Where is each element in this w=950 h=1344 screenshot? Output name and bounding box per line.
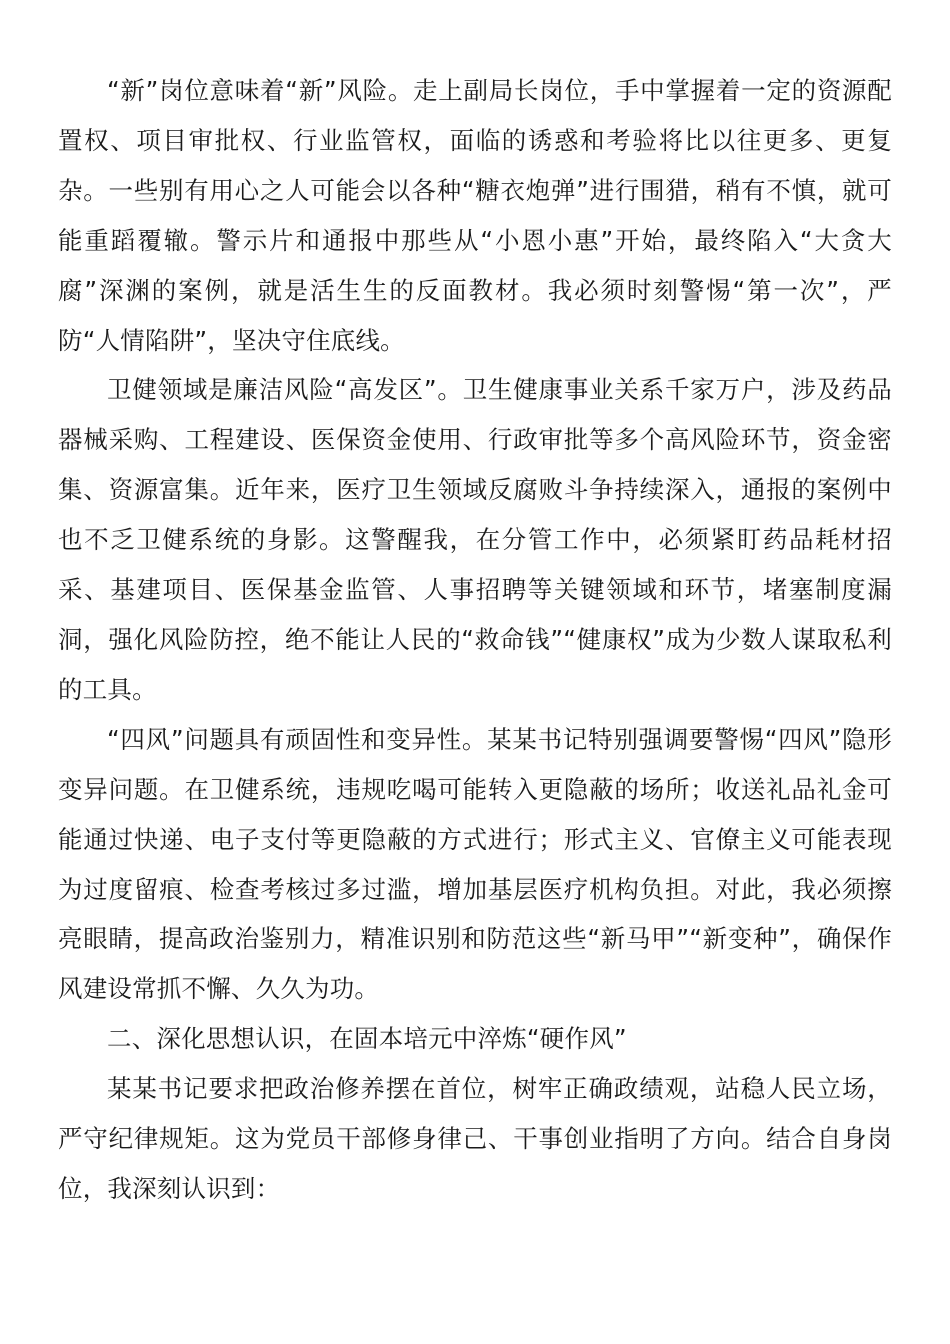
section-heading: 二、深化思想认识，在固本培元中淬炼“硬作风”	[107, 1024, 627, 1054]
paragraph-closing: 某某书记要求把政治修养摆在首位，树牢正确政绩观，站稳人民立场，严守纪律规矩。这为党员干部修身律己、干事创业指明了方向。结合自身岗位，我深刻认识到：	[58, 1074, 892, 1203]
paragraph-four-winds: “四风”问题具有顽固性和变异性。某某书记特别强调要警惕“四风”隐形变异问题。在卫健系统，违规吃喝可能转入更隐蔽的场所；收送礼品礼金可能通过快递、电子支付等更隐蔽的方式进行；形式主义、官僚主义可能表现为过度留痕、检查考核过多过滥，增加基层医疗机构负担。对此，我必须擦亮眼睛，提高政治鉴别力，精准识别和防范这些“新马甲”“新变种”，确保作风建设常抓不懈、久久为功。	[58, 724, 892, 1004]
document-page	[58, 66, 892, 1214]
paragraph-health-sector-risk: 卫健领域是廉洁风险“高发区”。卫生健康事业关系千家万户，涉及药品器械采购、工程建设、医保资金使用、行政审批等多个高风险环节，资金密集、资源富集。近年来，医疗卫生领域反腐败斗争持续深入，通报的案例中也不乏卫健系统的身影。这警醒我，在分管工作中，必须紧盯药品耗材招采、基建项目、医保基金监管、人事招聘等关键领域和环节，堵塞制度漏洞，强化风险防控，绝不能让人民的“救命钱”“健康权”成为少数人谋取私利的工具。	[58, 375, 892, 704]
paragraph-new-post-risk: “新”岗位意味着“新”风险。走上副局长岗位，手中掌握着一定的资源配置权、项目审批权、行业监管权，面临的诱惑和考验将比以往更多、更复杂。一些别有用心之人可能会以各种“糖衣炮弹”进行围猎，稍有不慎，就可能重蹈覆辙。警示片和通报中那些从“小恩小惠”开始，最终陷入“大贪大腐”深渊的案例，就是活生生的反面教材。我必须时刻警惕“第一次”，严防“人情陷阱”，坚决守住底线。	[58, 76, 892, 355]
